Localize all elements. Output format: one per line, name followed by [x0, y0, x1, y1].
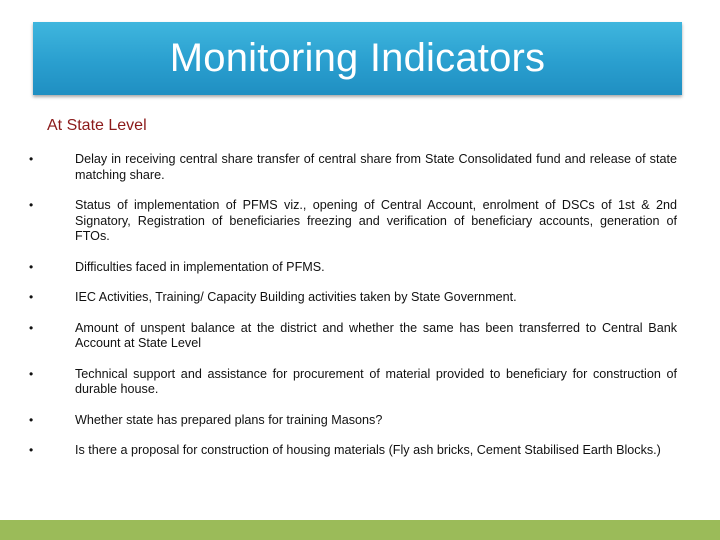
section-heading: At State Level [47, 117, 147, 134]
list-item-text: Difficulties faced in implementation of PFMS. [75, 259, 325, 274]
bullet-icon: • [29, 198, 34, 212]
list-item-text: Technical support and assistance for procurement of material provided to beneficiary for construction of durable house. [75, 366, 677, 396]
list-item-text: IEC Activities, Training/ Capacity Building activities taken by State Government. [75, 290, 517, 304]
bullet-icon: • [29, 152, 34, 166]
bullet-icon: • [29, 259, 34, 274]
list-item [29, 321, 677, 352]
list-item [29, 413, 677, 429]
page-title: Monitoring Indicators [169, 36, 546, 80]
list-item-text: Is there a proposal for construction of housing materials (Fly ash bricks, Cement Stabilised Earth Blocks.) [75, 443, 661, 457]
bullet-icon: • [29, 443, 34, 457]
list-item [29, 198, 677, 245]
list-item [29, 290, 677, 306]
list-item [29, 443, 677, 459]
list-item [29, 260, 677, 276]
bullet-icon: • [29, 412, 34, 427]
bullet-icon: • [29, 366, 34, 381]
list-item-text: Delay in receiving central share transfer of central share from State Consolidated fund and release of state matching share. [75, 152, 677, 182]
bullet-icon: • [29, 320, 34, 335]
footer-bar [0, 520, 720, 540]
list-item [29, 152, 677, 183]
list-item-text: Whether state has prepared plans for training Masons? [75, 412, 383, 427]
list-item-text: Status of implementation of PFMS viz., opening of Central Account, enrolment of DSCs of 1st & 2nd Signatory, Registration of beneficiaries freezing and verification of beneficiary accounts, generation of FTOs. [75, 198, 677, 243]
bullet-icon: • [29, 290, 34, 304]
title-banner [33, 22, 682, 95]
list-item [29, 367, 677, 398]
list-item-text: Amount of unspent balance at the district and whether the same has been transferred to Central Bank Account at State Level [75, 320, 677, 350]
indicator-list [29, 152, 677, 459]
